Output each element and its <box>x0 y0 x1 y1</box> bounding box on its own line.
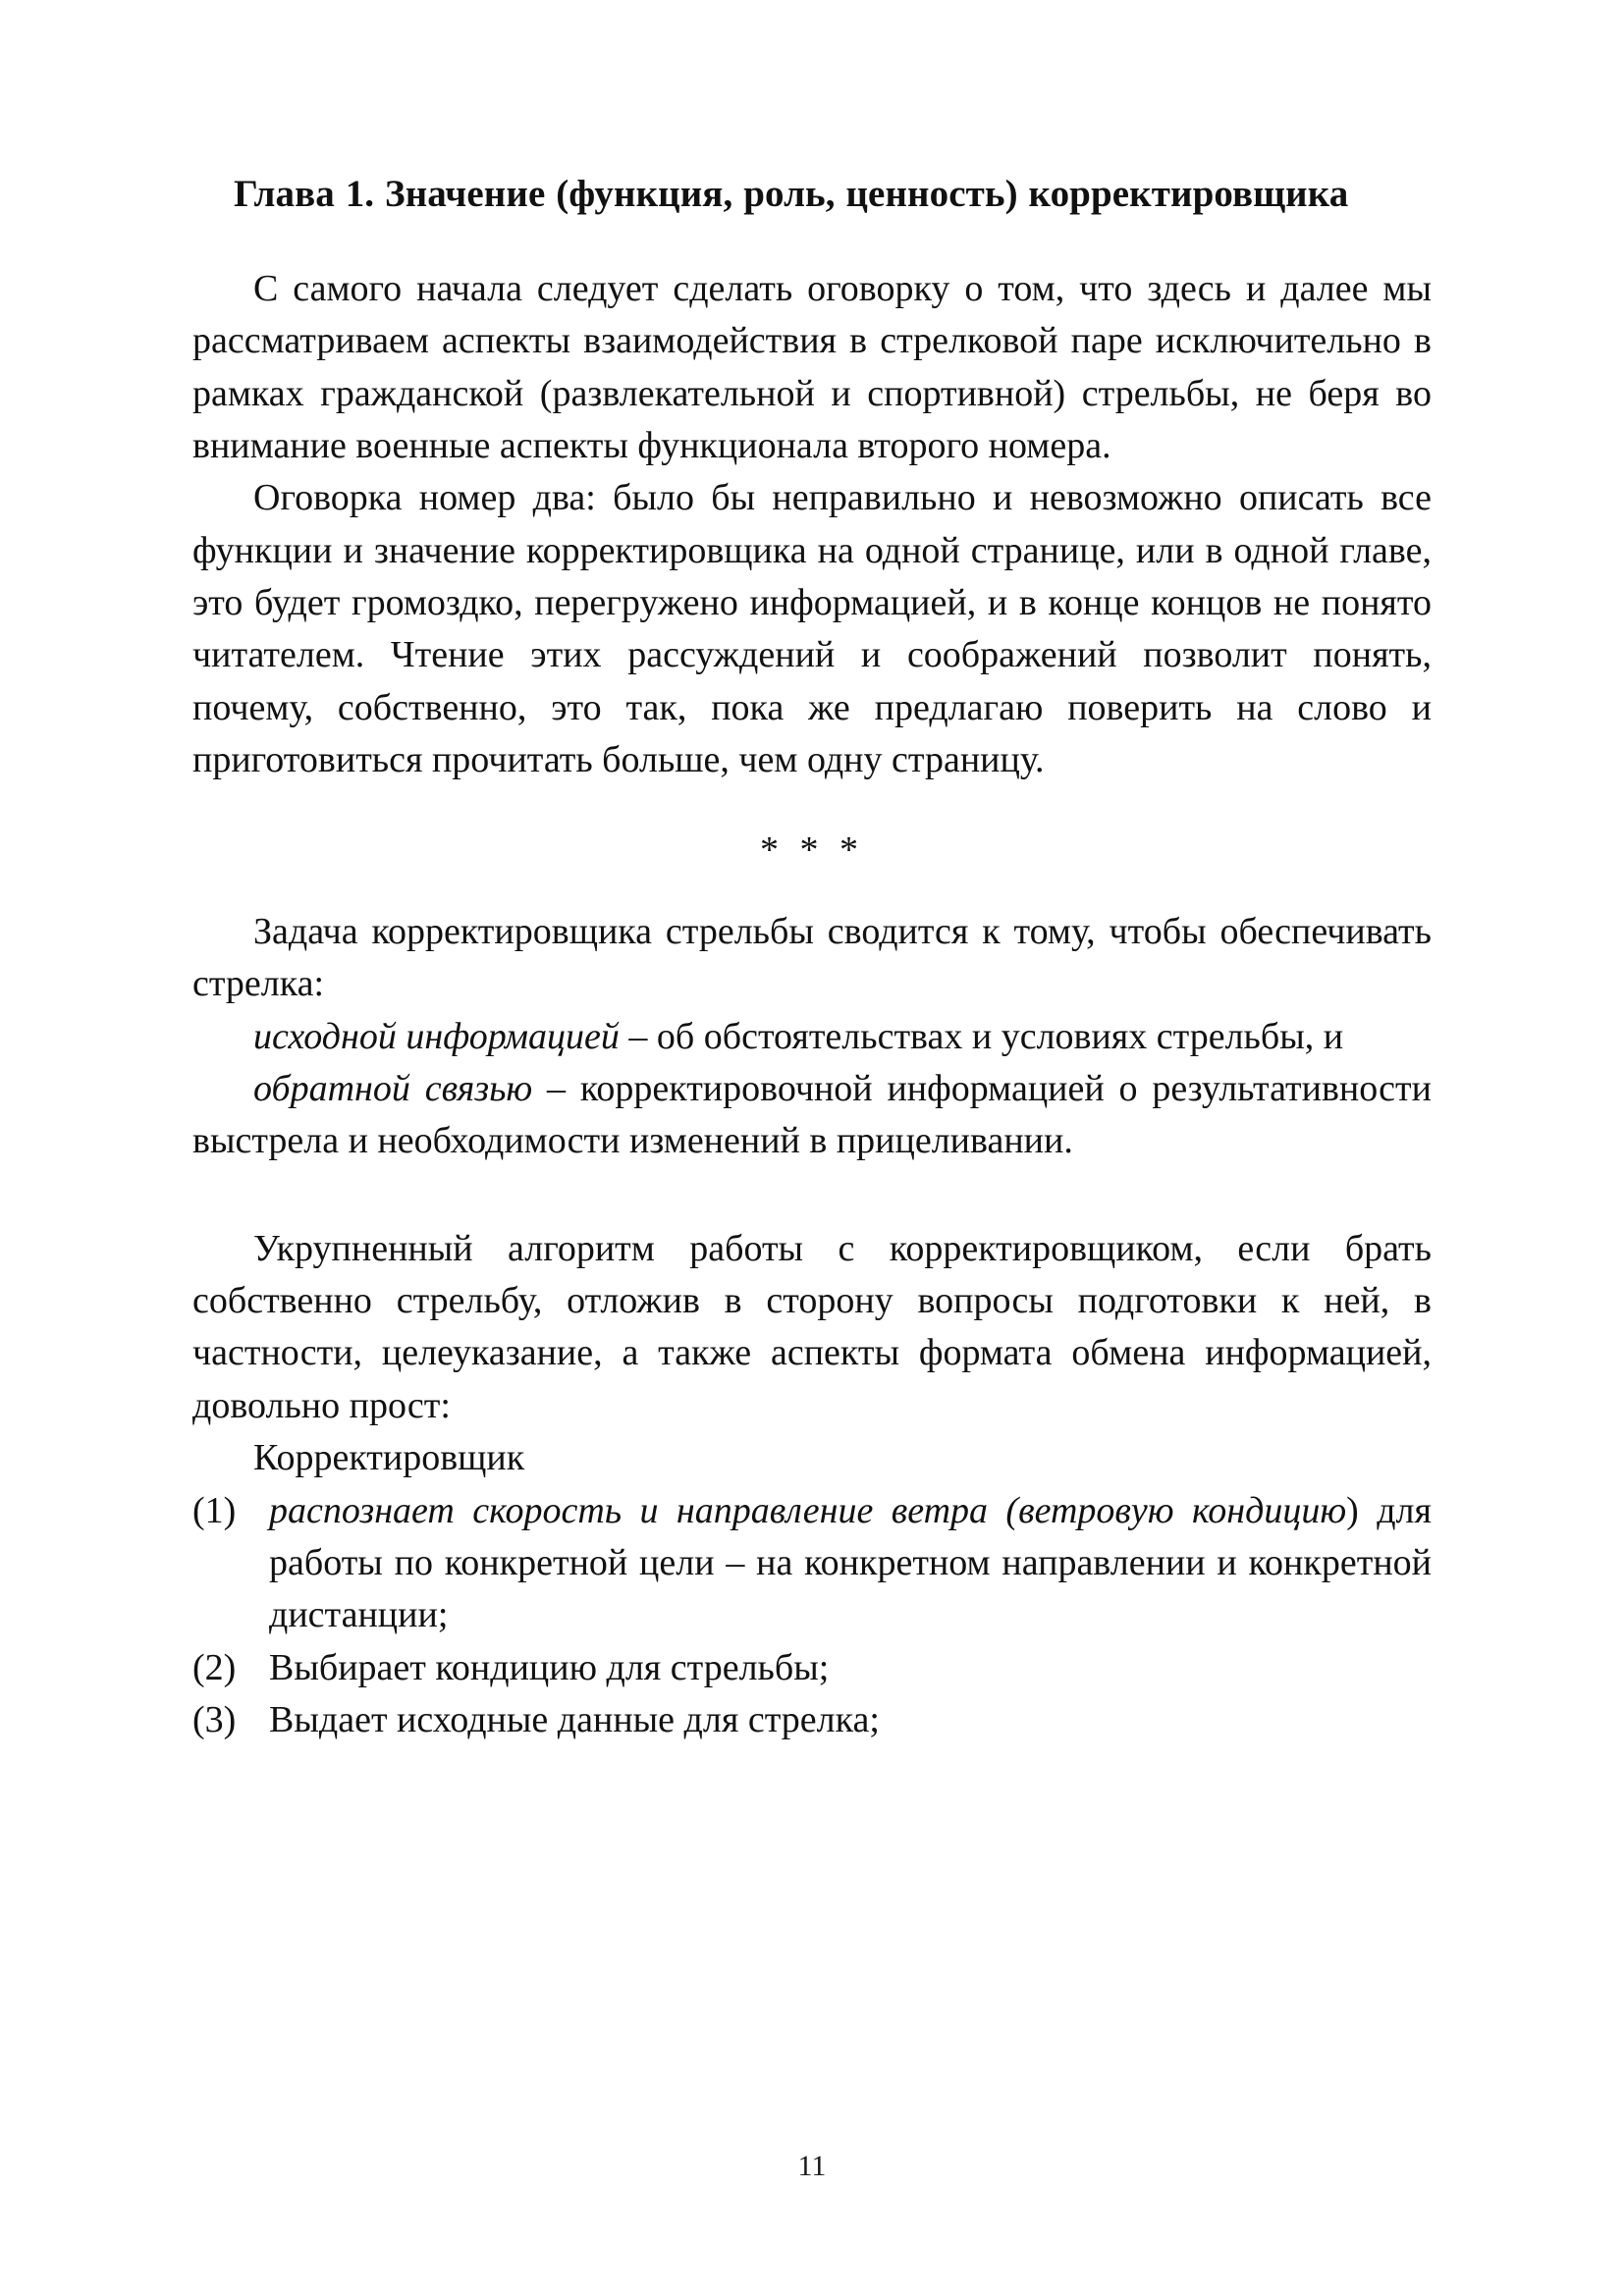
page-number: 11 <box>797 2150 827 2182</box>
asterisk-separator: * * * <box>760 828 864 871</box>
paragraph-gap <box>192 1168 1432 1223</box>
spotter-duties-list <box>192 1485 1432 1747</box>
term-definition-feedback <box>192 1063 1432 1168</box>
page-text-block <box>192 169 1432 1746</box>
list-item-italic-text: распознает скорость и направление ветра (ветровую кондицию <box>269 1489 1347 1531</box>
paragraph-algorithm-intro: Укрупненный алгоритм работы с корректировщиком, если брать собственно стрельбу, отложив в сторону вопросы подготовки к ней, в частности, целеуказание, а также аспекты формата обмена информацией, довольно прост: <box>192 1227 1432 1426</box>
list-item-marker: (3) <box>192 1699 237 1741</box>
term-label-feedback: обратной связью <box>253 1067 533 1109</box>
term-label-initial-info: исходной информацией <box>253 1015 620 1057</box>
list-item <box>192 1694 1432 1746</box>
paragraph-intro-disclaimer: С самого начала следует сделать оговорку о том, что здесь и далее мы рассматриваем аспекты взаимодействия в стрелковой паре исключительно в рамках гражданской (развлекательной и спортивной) стрельбы, не беря во внимание военные аспекты функционала второго номера. <box>192 267 1432 466</box>
list-item-text: ) для работы по конкретной цели – на конкретном направлении и конкретной дистанции; <box>269 1489 1432 1636</box>
chapter-title: Глава 1. Значение (функция, роль, ценность) корректировщика <box>234 173 1349 215</box>
term-text-initial-info: – об обстоятельствах и условиях стрельбы, и <box>619 1015 1344 1057</box>
term-text-feedback: – корректировочной информацией о результативности выстрела и необходимости изменений в прицеливании. <box>192 1067 1432 1162</box>
list-item <box>192 1485 1432 1642</box>
paragraph-second-disclaimer: Оговорка номер два: было бы неправильно и невозможно описать все функции и значение корректировщика на одной странице, или в одной главе, это будет громоздко, перегружено информацией, и в конце концов не понято читателем. Чтение этих рассуждений и соображений позволит понять, почему, собственно, это так, пока же предлагаю поверить на слово и приготовиться прочитать больше, чем одну страницу. <box>192 477 1432 781</box>
list-item-marker: (2) <box>192 1646 237 1688</box>
paragraph-spotter-heading: Корректировщик <box>253 1437 525 1479</box>
list-item <box>192 1642 1432 1694</box>
list-item-text: Выдает исходные данные для стрелка; <box>269 1699 880 1741</box>
list-item-text: Выбирает кондицию для стрельбы; <box>269 1646 830 1688</box>
list-item-marker: (1) <box>192 1489 237 1531</box>
paragraph-spotter-task: Задача корректировщика стрельбы сводится к тому, чтобы обеспечивать стрелка: <box>192 910 1432 1005</box>
term-definition-initial-info <box>192 1011 1432 1063</box>
